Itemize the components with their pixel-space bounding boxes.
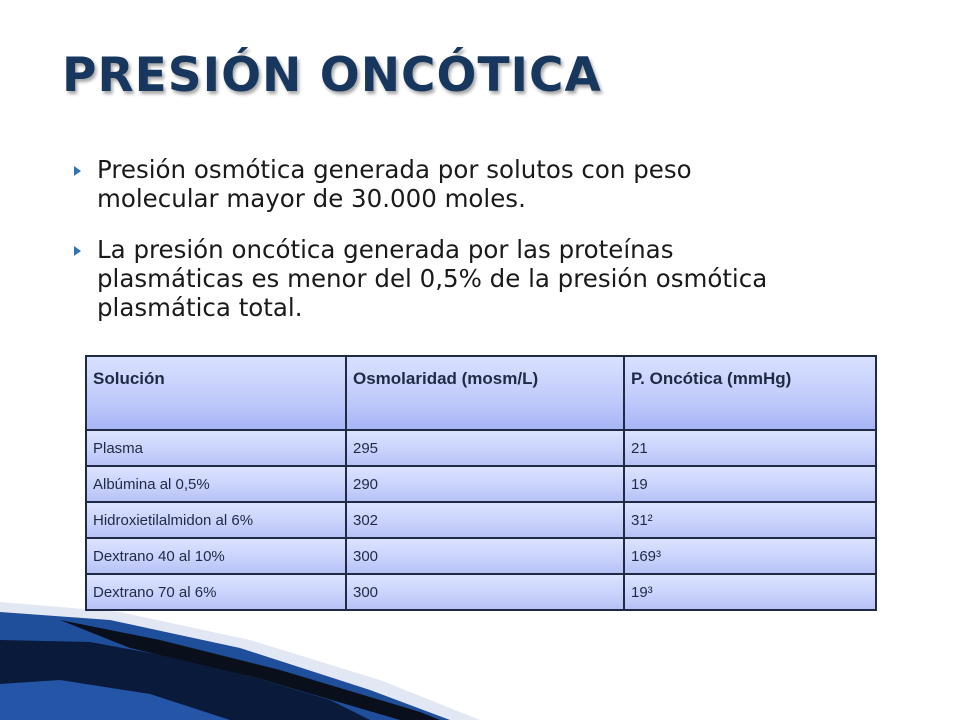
table-row (86, 538, 876, 574)
bullet-item (74, 235, 934, 322)
bullet-item (74, 155, 934, 213)
triangle-bullet-icon (74, 246, 81, 256)
solutions-table (85, 355, 877, 611)
cell-osmolaridad: 295 (346, 430, 624, 466)
cell-osmolaridad: 290 (346, 466, 624, 502)
cell-solucion: Plasma (86, 430, 346, 466)
cell-osmolaridad: 300 (346, 538, 624, 574)
cell-presion-oncotica: 19³ (624, 574, 876, 610)
header-solucion: Solución (86, 356, 346, 430)
table-header-row (86, 356, 876, 430)
cell-osmolaridad: 302 (346, 502, 624, 538)
cell-presion-oncotica: 21 (624, 430, 876, 466)
table-row (86, 574, 876, 610)
cell-solucion: Dextrano 40 al 10% (86, 538, 346, 574)
cell-presion-oncotica: 19 (624, 466, 876, 502)
cell-presion-oncotica: 169³ (624, 538, 876, 574)
slide-title: PRESIÓN ONCÓTICA (62, 48, 602, 103)
header-osmolaridad: Osmolaridad (mosm/L) (346, 356, 624, 430)
table-row (86, 466, 876, 502)
header-presion-oncotica: P. Oncótica (mmHg) (624, 356, 876, 430)
cell-solucion: Albúmina al 0,5% (86, 466, 346, 502)
bullet-text: La presión oncótica generada por las proteínas plasmáticas es menor del 0,5% de la presión osmótica plasmática total. (97, 235, 768, 322)
cell-solucion: Dextrano 70 al 6% (86, 574, 346, 610)
table-row (86, 430, 876, 466)
cell-osmolaridad: 300 (346, 574, 624, 610)
triangle-bullet-icon (74, 166, 81, 176)
cell-presion-oncotica: 31² (624, 502, 876, 538)
bullet-text: Presión osmótica generada por solutos con peso molecular mayor de 30.000 moles. (97, 155, 692, 213)
cell-solucion: Hidroxietilalmidon al 6% (86, 502, 346, 538)
bullet-list (74, 155, 934, 344)
table-row (86, 502, 876, 538)
